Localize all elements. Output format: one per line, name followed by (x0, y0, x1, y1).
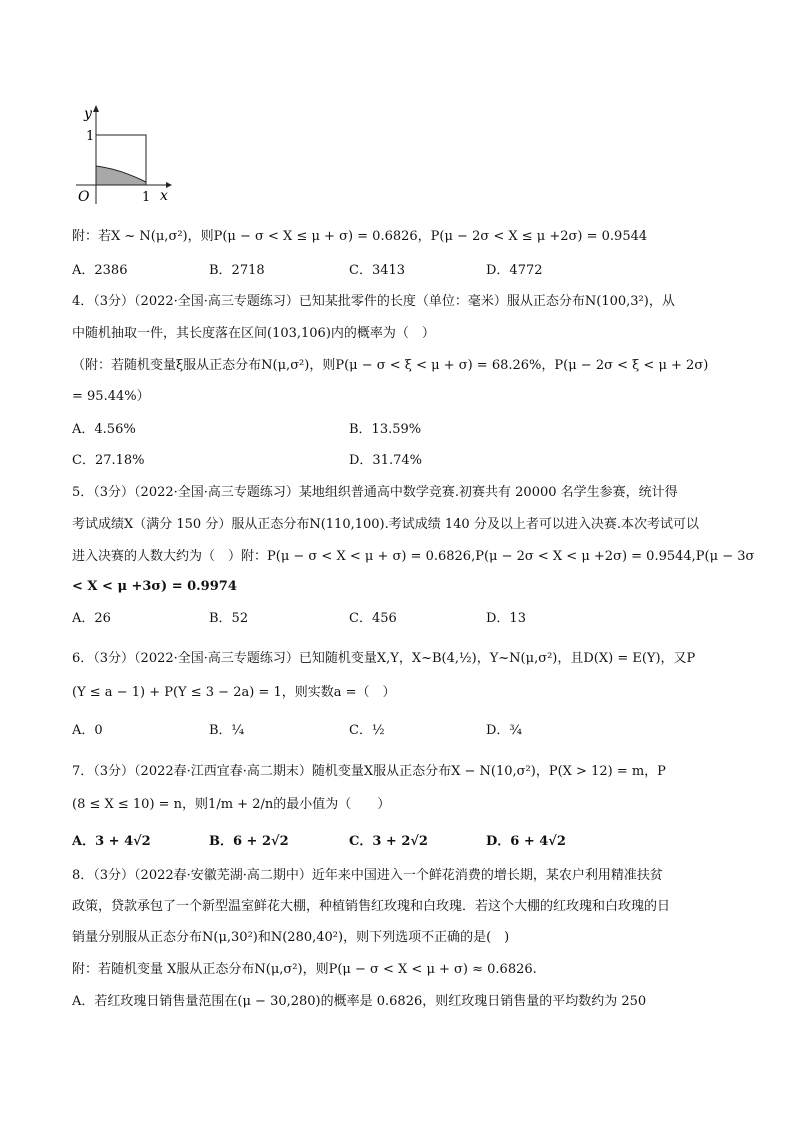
q6-option-c: C．½ (349, 723, 385, 738)
q5-stem-line3: 进入决赛的人数大约为（ ）附：P(μ − σ < X < μ + σ) = 0.6826,P(μ − 2σ < X < μ +2σ) = 0.9544,P(μ − 3σ (72, 549, 755, 564)
q5-option-c: C．456 (349, 611, 397, 626)
y-tick-label: 1 (86, 129, 95, 144)
q4-option-d: D．31.74% (349, 453, 422, 468)
q3-option-b: B．2718 (209, 263, 265, 278)
q5-stem-line2: 考试成绩X（满分 150 分）服从正态分布N(110,100).考试成绩 140 分及以上者可以进入决赛.本次考试可以 (72, 517, 699, 532)
q8-note: 附：若随机变量 X服从正态分布N(μ,σ²)，则P(μ − σ < X < μ + σ) ≈ 0.6826. (72, 962, 537, 977)
q6-option-b: B．¼ (209, 723, 245, 738)
x-axis-label: x (160, 188, 168, 204)
q7-stem-line2: (8 ≤ X ≤ 10) = n，则1/m + 2/n的最小值为（ ） (72, 797, 391, 812)
q6-option-a: A．0 (72, 723, 103, 738)
x-tick-label: 1 (142, 190, 151, 205)
q3-option-c: C．3413 (349, 263, 406, 278)
q4-option-c: C．27.18% (72, 453, 145, 468)
q4-option-b: B．13.59% (349, 422, 422, 437)
q7-stem-line1: 7．（3分）（2022春·江西宜春·高二期末）随机变量X服从正态分布X − N(10,σ²)，P(X > 12) = m，P (72, 764, 666, 779)
y-axis-label: y (84, 106, 92, 122)
q6-stem-line2: (Y ≤ a − 1) + P(Y ≤ 3 − 2a) = 1，则实数a =（ ） (72, 685, 396, 700)
q5-option-a: A．26 (72, 611, 111, 626)
q5-option-b: B．52 (209, 611, 249, 626)
q7-option-b: B．6 + 2√2 (209, 834, 289, 849)
q7-option-d: D．6 + 4√2 (486, 834, 566, 849)
q4-stem-line2: 中随机抽取一件，其长度落在区间(103,106)内的概率为（ ） (72, 326, 435, 341)
q8-stem-line3: 销量分别服从正态分布N(μ,30²)和N(280,40²)，则下列选项不正确的是( ) (72, 930, 510, 945)
q8-stem-line2: 政策，贷款承包了一个新型温室鲜花大棚，种植销售红玫瑰和白玫瑰．若这个大棚的红玫瑰和白玫瑰的日 (72, 899, 671, 914)
q3-option-a: A．2386 (72, 263, 128, 278)
q3-note: 附：若X ~ N(μ,σ²)，则P(μ − σ < X ≤ μ + σ) = 0.6826，P(μ − 2σ < X ≤ μ +2σ) = 0.9544 (72, 229, 648, 244)
q6-option-d: D．¾ (486, 723, 523, 738)
origin-label: O (78, 189, 90, 205)
q3-option-d: D．4772 (486, 263, 543, 278)
q8-option-a: A．若红玫瑰日销售量范围在(μ − 30,280)的概率是 0.6826，则红玫瑰日销售量的平均数约为 250 (72, 994, 647, 1009)
probability-figure (72, 104, 182, 208)
q7-option-c: C．3 + 2√2 (349, 834, 428, 849)
q4-option-a: A．4.56% (72, 422, 136, 437)
q6-stem-line1: 6．（3分）（2022·全国·高三专题练习）已知随机变量X,Y，X~B(4,½)，Y~N(μ,σ²)，且D(X) = E(Y)，又P (72, 651, 696, 666)
q5-stem-line4: < X < μ +3σ) = 0.9974 (72, 579, 237, 594)
q8-stem-line1: 8．（3分）（2022春·安徽芜湖·高二期中）近年来中国进入一个鲜花消费的增长期，某农户利用精准扶贫 (72, 868, 663, 883)
shaded-region (96, 166, 146, 185)
q7-option-a: A．3 + 4√2 (72, 834, 151, 849)
q4-note-line1: （附：若随机变量ξ服从正态分布N(μ,σ²)，则P(μ − σ < ξ < μ + σ) = 68.26%，P(μ − 2σ < ξ < μ + 2σ) (72, 358, 709, 373)
q5-option-d: D．13 (486, 611, 526, 626)
q4-note-line2: = 95.44%） (72, 389, 150, 404)
y-axis-arrow (93, 105, 99, 112)
q4-stem-line1: 4．（3分）（2022·全国·高三专题练习）已知某批零件的长度（单位：毫米）服从正态分布N(100,3²)，从 (72, 294, 675, 309)
q5-stem-line1: 5．（3分）（2022·全国·高三专题练习）某地组织普通高中数学竞赛.初赛共有 20000 名学生参赛，统计得 (72, 485, 678, 500)
